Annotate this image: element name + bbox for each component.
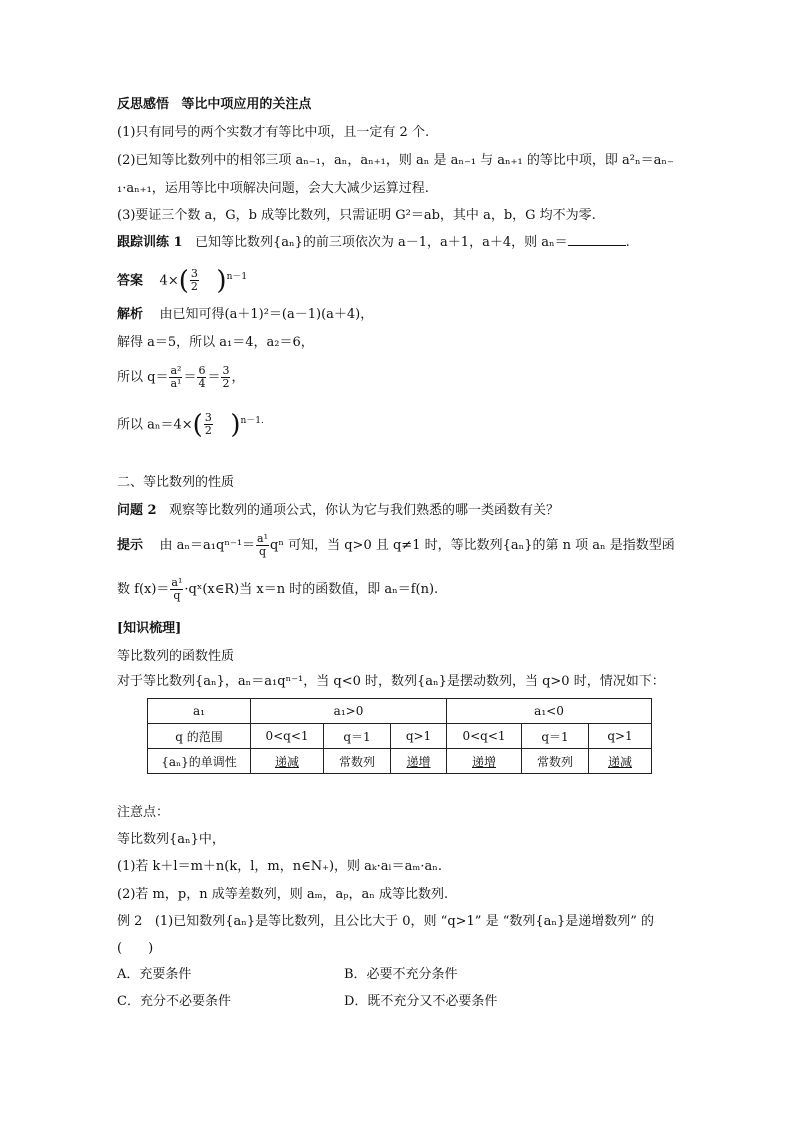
option-b: B．必要不充分条件 [344, 967, 458, 982]
section-2-title: 二、等比数列的性质 [117, 475, 235, 490]
reflect-point-2-line-2: ₁·aₙ₊₁，运用等比中项解决问题，会大大减少运算过程. [117, 181, 429, 196]
hint-line-2: 数 f(x)＝ $\frac{\text{a¹}}{q}$ ·qˣ(x∈R)当 x＝n 时的函数值，即 aₙ＝f(n). [117, 576, 439, 602]
reflect-point-3: (3)要证三个数 a，G，b 成等比数列，只需证明 G²＝ab，其中 a，b，G 均不为零. [117, 208, 596, 223]
table-row: a₁ a₁>0 a₁<0 [148, 699, 652, 724]
reflect-point-2-line-1: (2)已知等比数列中的相邻三项 aₙ₋₁，aₙ，aₙ₊₁，则 aₙ 是 aₙ₋₁ 与 aₙ₊₁ 的等比中项，即 a²ₙ＝aₙ₋ [117, 153, 674, 168]
reflect-heading: 反思感悟 等比中项应用的关注点 [117, 97, 312, 112]
option-d: D．既不充分又不必要条件 [344, 994, 498, 1009]
exercise-line: 跟踪训练 1 已知等比数列{aₙ}的前三项依次为 a－1，a＋1，a＋4，则 aₙ＝ . [117, 235, 630, 250]
solution-line-3: 所以 q＝ $\frac{\text{a²}}{\text{a¹}}$ ＝ $\frac{6}{4}$ ＝ $\frac{3}{2}$ ， [117, 364, 245, 390]
answer-line: 答案 4×( $\frac{3}{2}$ )$^{n-1}$ [117, 265, 248, 296]
monotonicity-table [147, 698, 652, 774]
answer-fraction: $\frac{3}{2}$ [190, 267, 198, 294]
table-row: {aₙ}的单调性 递减 常数列 递增 递增 常数列 递减 [148, 749, 652, 774]
notes-line-1: 等比数列{aₙ}中， [117, 832, 225, 847]
solution-line-1: 解析 由已知可得(a＋1)²＝(a－1)(a＋4)， [117, 307, 374, 322]
option-a: A．充要条件 [117, 967, 192, 982]
example-2-stem: 例 2 (1)已知数列{aₙ}是等比数列，且公比大于 0，则 “q>1” 是 “数列{aₙ}是递增数列” 的 [117, 914, 655, 929]
answer-blank [568, 233, 626, 246]
example-2-paren: ( ) [117, 941, 154, 956]
hint-line-1: 提示 由 aₙ＝a₁qⁿ⁻¹＝ $\frac{\text{a¹}}{q}$ qⁿ 可知，当 q>0 且 q≠1 时，等比数列{aₙ}的第 n 项 aₙ 是指数型函 [117, 532, 675, 558]
notes-line-2: (1)若 k＋l＝m＋n(k，l，m，n∈N₊)，则 aₖ·aₗ＝aₘ·aₙ. [117, 859, 443, 874]
option-c: C．充分不必要条件 [117, 994, 231, 1009]
table-row: q 的范围 0<q<1 q＝1 q>1 0<q<1 q＝1 q>1 [148, 724, 652, 749]
knowledge-intro: 对于等比数列{aₙ}，aₙ＝a₁qⁿ⁻¹，当 q<0 时，数列{aₙ}是摆动数列，当 q>0 时，情况如下： [117, 674, 665, 689]
knowledge-title: 等比数列的函数性质 [117, 649, 235, 664]
solution-line-2: 解得 a＝5，所以 a₁＝4，a₂＝6， [117, 335, 314, 350]
notes-heading: 注意点： [117, 805, 170, 820]
notes-line-3: (2)若 m，p，n 成等差数列，则 aₘ，aₚ，aₙ 成等比数列. [117, 887, 449, 902]
reflect-point-1: (1)只有同号的两个实数才有等比中项，且一定有 2 个. [117, 125, 430, 140]
solution-line-4: 所以 aₙ＝4×( $\frac{3}{2}$ )$^{n-1.}$ [117, 409, 264, 440]
question-2: 问题 2 观察等比数列的通项公式，你认为它与我们熟悉的哪一类函数有关？ [117, 503, 559, 518]
knowledge-bracket: [知识梳理] [117, 621, 182, 636]
